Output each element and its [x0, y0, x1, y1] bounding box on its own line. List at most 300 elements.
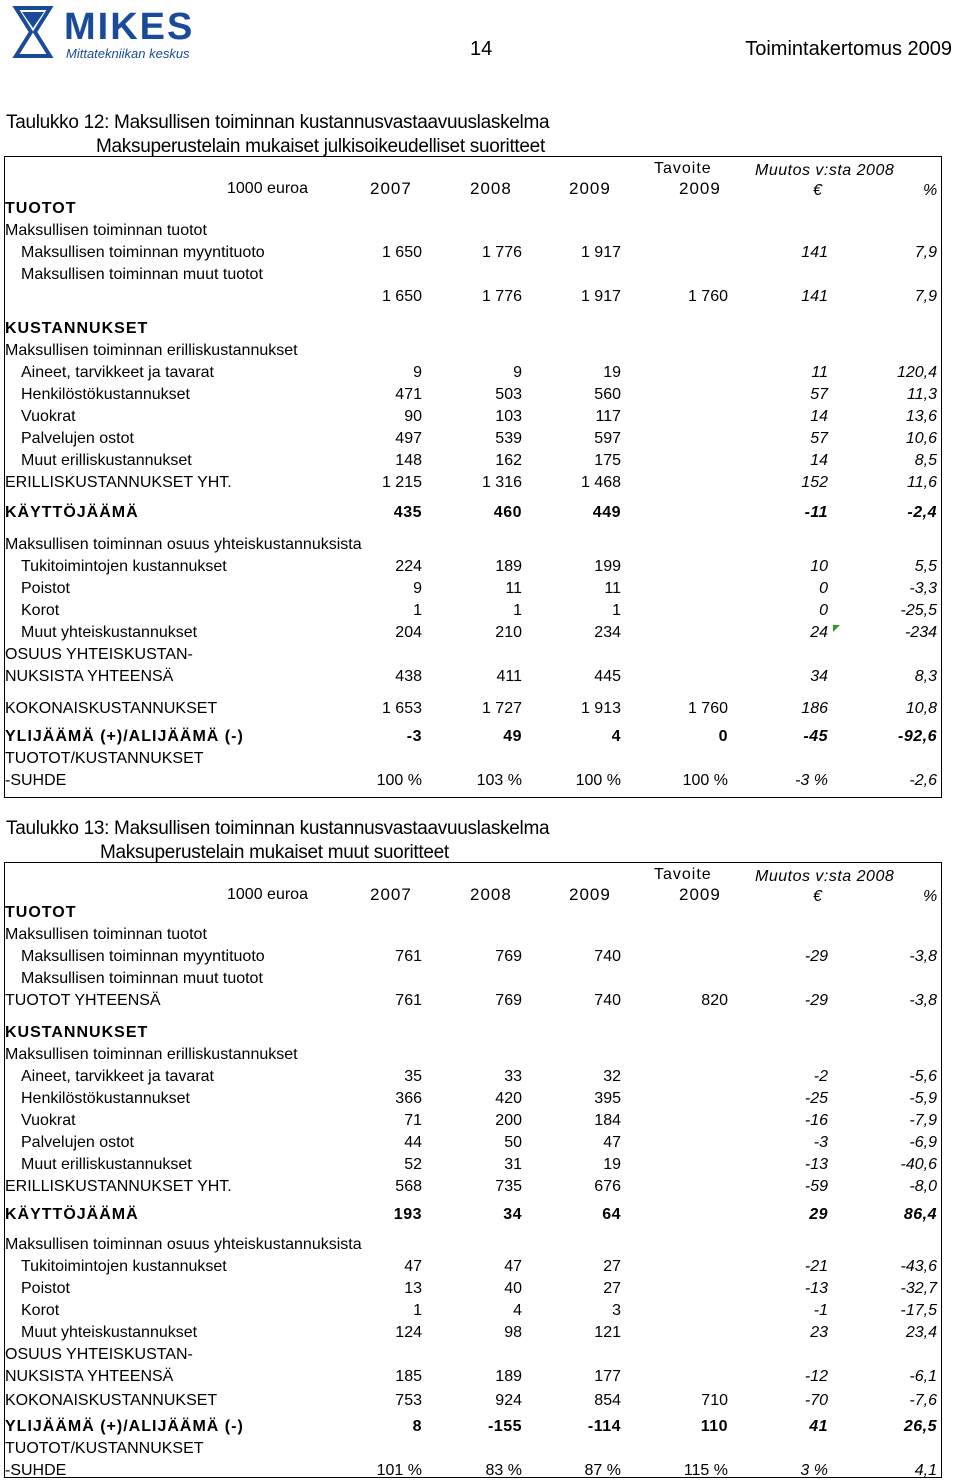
cell-target-2009: 115 %	[683, 1462, 728, 1479]
row-label: Korot	[21, 602, 60, 619]
row-label: Muut erilliskustannukset	[21, 452, 192, 469]
cell-2007: 761	[395, 992, 422, 1009]
cell-2007: 8	[412, 1418, 422, 1435]
table-row	[5, 947, 941, 967]
cell-change-pct: 11,6	[907, 474, 937, 491]
table-row	[5, 1345, 941, 1365]
table-row	[5, 727, 941, 747]
row-label: Maksullisen toiminnan tuotot	[5, 926, 207, 943]
cell-change-eur: -1	[813, 1302, 828, 1319]
cell-2008: 1 776	[481, 288, 522, 305]
table-row	[5, 429, 941, 449]
logo-tagline: Mittatekniikan keskus	[66, 46, 190, 61]
cell-2007: 1 215	[381, 474, 422, 491]
cell-2009: 740	[594, 948, 621, 965]
cell-2009: 3	[612, 1302, 621, 1319]
cell-change-pct: 120,4	[896, 364, 937, 381]
row-label: Tukitoimintojen kustannukset	[21, 1258, 227, 1275]
table12-header-eur: €	[813, 182, 822, 199]
cell-2008: 1 316	[481, 474, 522, 491]
cell-2008: 83 %	[485, 1462, 522, 1479]
cell-2007: 101 %	[376, 1462, 422, 1479]
cell-change-eur: -70	[804, 1392, 828, 1409]
cell-2007: -3	[406, 728, 422, 745]
comment-marker-icon	[833, 625, 840, 632]
cell-2008: 40	[504, 1280, 522, 1297]
cell-2008: 4	[513, 1302, 522, 1319]
cell-change-eur: 141	[801, 288, 828, 305]
cell-target-2009: 1 760	[687, 700, 728, 717]
cell-2009: 47	[603, 1134, 621, 1151]
table-row	[5, 265, 941, 285]
cell-2007: 148	[395, 452, 422, 469]
cell-change-eur: 57	[810, 430, 828, 447]
row-label: Maksullisen toiminnan myyntituoto	[21, 948, 265, 965]
cell-change-eur: -16	[804, 1112, 828, 1129]
cell-2008: 31	[504, 1156, 522, 1173]
row-label: TUOTOT	[5, 904, 77, 921]
cell-2008: 210	[495, 624, 522, 641]
mikes-logo	[8, 4, 218, 64]
cell-change-pct: -43,6	[900, 1258, 937, 1275]
cell-target-2009: 0	[718, 728, 728, 745]
table-row	[5, 771, 941, 791]
cell-change-eur: 41	[809, 1418, 828, 1435]
cell-2007: 753	[395, 1392, 422, 1409]
cell-2009: -114	[587, 1418, 621, 1435]
table12	[4, 156, 942, 798]
table12-header-2009: 2009	[569, 179, 611, 198]
row-label: Maksullisen toiminnan myyntituoto	[21, 244, 265, 261]
cell-2009: 19	[603, 364, 621, 381]
cell-change-eur: 141	[801, 244, 828, 261]
table-row	[5, 699, 941, 719]
cell-2008: 34	[503, 1206, 522, 1223]
cell-change-pct: 5,5	[914, 558, 937, 575]
row-label: Muut yhteiskustannukset	[21, 1324, 198, 1341]
row-label: ERILLISKUSTANNUKSET YHT.	[5, 474, 232, 491]
cell-2007: 204	[395, 624, 422, 641]
cell-2007: 471	[395, 386, 422, 403]
table-row	[5, 407, 941, 427]
table-row	[5, 535, 941, 555]
cell-2007: 366	[395, 1090, 422, 1107]
cell-change-pct: 8,5	[914, 452, 937, 469]
table12-title: Taulukko 12: Maksullisen toiminnan kustannusvastaavuuslaskelma	[6, 112, 550, 133]
cell-change-eur: -3	[813, 1134, 828, 1151]
cell-change-eur: 186	[801, 700, 828, 717]
table12-header-pct: %	[923, 182, 938, 199]
cell-change-eur: 0	[819, 580, 828, 597]
table-row	[5, 1089, 941, 1109]
cell-2009: 676	[594, 1178, 621, 1195]
cell-2008: 103	[495, 408, 522, 425]
cell-2007: 1	[413, 1302, 422, 1319]
cell-2008: 47	[504, 1258, 522, 1275]
cell-change-eur: -25	[804, 1090, 828, 1107]
row-label: Palvelujen ostot	[21, 430, 134, 447]
cell-change-eur: 10	[810, 558, 828, 575]
cell-2008: 9	[513, 364, 522, 381]
table-row	[5, 287, 941, 307]
cell-2008: 33	[504, 1068, 522, 1085]
cell-2009: 100 %	[575, 772, 621, 789]
cell-2009: 11	[604, 580, 621, 597]
cell-2009: 199	[594, 558, 621, 575]
row-label: Muut erilliskustannukset	[21, 1156, 192, 1173]
row-label: Palvelujen ostot	[21, 1134, 134, 1151]
cell-change-eur: 29	[809, 1206, 828, 1223]
table-row	[5, 1045, 941, 1065]
row-label: Poistot	[21, 1280, 70, 1297]
table-row	[5, 1257, 941, 1277]
table-row	[5, 925, 941, 945]
table-row	[5, 199, 941, 219]
row-label: Maksullisen toiminnan muut tuotot	[21, 970, 263, 987]
table13-header-2008: 2008	[470, 885, 512, 904]
cell-change-pct: -5,9	[909, 1090, 937, 1107]
cell-2008: 1 727	[481, 700, 522, 717]
cell-change-pct: -3,3	[909, 580, 937, 597]
cell-2008: 735	[495, 1178, 522, 1195]
cell-change-pct: -7,6	[909, 1392, 937, 1409]
cell-2007: 568	[395, 1178, 422, 1195]
logo-wordmark: MIKES	[64, 6, 195, 48]
cell-2007: 90	[404, 408, 422, 425]
cell-2007: 44	[404, 1134, 422, 1151]
cell-change-pct: -32,7	[900, 1280, 937, 1297]
cell-2007: 52	[404, 1156, 422, 1173]
table-row	[5, 1205, 941, 1225]
cell-2009: 27	[603, 1280, 621, 1297]
row-label: Maksullisen toiminnan osuus yhteiskustannuksista	[5, 536, 362, 553]
cell-2009: 1 917	[580, 288, 621, 305]
table13-header-2007: 2007	[370, 885, 412, 904]
row-label: Vuokrat	[21, 1112, 76, 1129]
table12-header-target-2009: 2009	[679, 179, 721, 198]
table-row	[5, 1067, 941, 1087]
table-row	[5, 1279, 941, 1299]
cell-change-pct: 86,4	[903, 1206, 937, 1223]
table13-header-pct: %	[923, 888, 938, 905]
table-row	[5, 473, 941, 493]
row-label: KOKONAISKUSTANNUKSET	[5, 1392, 218, 1409]
cell-2008: 420	[495, 1090, 522, 1107]
cell-2007: 9	[413, 364, 422, 381]
table-row	[5, 1417, 941, 1437]
table-row	[5, 557, 941, 577]
cell-change-pct: -2,4	[907, 504, 937, 521]
cell-change-pct: -3,8	[909, 992, 937, 1009]
cell-change-pct: 10,6	[905, 430, 937, 447]
cell-change-eur: -13	[804, 1156, 828, 1173]
cell-2009: 64	[602, 1206, 621, 1223]
cell-2009: 854	[594, 1392, 621, 1409]
page-header	[0, 0, 960, 80]
cell-change-pct: -234	[904, 624, 937, 641]
row-label: Henkilöstökustannukset	[21, 386, 190, 403]
cell-2007: 100 %	[376, 772, 422, 789]
cell-change-eur: 14	[810, 408, 828, 425]
row-label: KÄYTTÖJÄÄMÄ	[5, 1206, 139, 1223]
row-label: YLIJÄÄMÄ (+)/ALIJÄÄMÄ (-)	[5, 1418, 244, 1435]
cell-2007: 71	[404, 1112, 422, 1129]
cell-2007: 497	[395, 430, 422, 447]
table-row	[5, 1111, 941, 1131]
table13-header-target-2009: 2009	[679, 885, 721, 904]
cell-change-eur: -21	[804, 1258, 828, 1275]
cell-change-eur: -59	[804, 1178, 828, 1195]
cell-2007: 224	[395, 558, 422, 575]
table12-header-2007: 2007	[370, 179, 412, 198]
table12-header-2008: 2008	[470, 179, 512, 198]
row-label: -SUHDE	[5, 772, 67, 789]
cell-2009: 87 %	[584, 1462, 621, 1479]
cell-2008: 924	[495, 1392, 522, 1409]
cell-change-pct: 7,9	[914, 288, 937, 305]
table-row	[5, 1323, 941, 1343]
table-row	[5, 969, 941, 989]
table13-header-unit: 1000 euroa	[227, 886, 308, 903]
cell-change-eur: -2	[813, 1068, 828, 1085]
row-label: Tukitoimintojen kustannukset	[21, 558, 227, 575]
table-row	[5, 1133, 941, 1153]
cell-change-eur: 34	[810, 668, 828, 685]
page-number: 14	[470, 38, 493, 60]
cell-change-eur: -11	[804, 504, 828, 521]
cell-2009: 449	[592, 504, 621, 521]
table12-subtitle: Maksuperustelain mukaiset julkisoikeudelliset suoritteet	[96, 136, 545, 157]
cell-target-2009: 1 760	[687, 288, 728, 305]
row-label: KUSTANNUKSET	[5, 1024, 149, 1041]
document-title: Toimintakertomus 2009	[745, 38, 952, 60]
table13-header-muutos: Muutos v:sta 2008	[755, 868, 895, 885]
cell-target-2009: 110	[700, 1418, 728, 1435]
row-label: -SUHDE	[5, 1462, 67, 1479]
cell-change-pct: -6,1	[909, 1368, 937, 1385]
table-row	[5, 385, 941, 405]
cell-2007: 185	[395, 1368, 422, 1385]
row-label: Maksullisen toiminnan osuus yhteiskustannuksista	[5, 1236, 362, 1253]
cell-change-pct: 8,3	[914, 668, 937, 685]
row-label: Maksullisen toiminnan tuotot	[5, 222, 207, 239]
cell-change-eur: 3 %	[800, 1462, 828, 1479]
cell-target-2009: 820	[701, 992, 728, 1009]
cell-2008: 503	[495, 386, 522, 403]
cell-2009: 117	[595, 408, 621, 425]
cell-change-pct: 13,6	[905, 408, 937, 425]
row-label: OSUUS YHTEISKUSTAN-	[5, 646, 193, 663]
table-row	[5, 645, 941, 665]
table-row	[5, 363, 941, 383]
cell-change-pct: -17,5	[900, 1302, 937, 1319]
cell-2009: 27	[603, 1258, 621, 1275]
row-label: Aineet, tarvikkeet ja tavarat	[21, 364, 214, 381]
row-label: NUKSISTA YHTEENSÄ	[5, 668, 174, 685]
cell-change-pct: -7,9	[909, 1112, 937, 1129]
cell-2009: 560	[594, 386, 621, 403]
cell-2008: 162	[495, 452, 522, 469]
table13-title: Taulukko 13: Maksullisen toiminnan kustannusvastaavuuslaskelma	[6, 818, 550, 839]
cell-change-pct: -6,9	[909, 1134, 937, 1151]
table-row	[5, 623, 941, 643]
row-label: YLIJÄÄMÄ (+)/ALIJÄÄMÄ (-)	[5, 728, 244, 745]
row-label: Maksullisen toiminnan erilliskustannukset	[5, 342, 298, 359]
cell-change-eur: -12	[804, 1368, 828, 1385]
table-row	[5, 1367, 941, 1387]
table-row	[5, 749, 941, 769]
cell-change-pct: 10,8	[905, 700, 937, 717]
table-row	[5, 1023, 941, 1043]
table12-header-unit: 1000 euroa	[227, 180, 308, 197]
cell-change-eur: -45	[803, 728, 828, 745]
cell-change-pct: -2,6	[909, 772, 937, 789]
table-row	[5, 667, 941, 687]
cell-2008: 189	[495, 558, 522, 575]
cell-change-pct: 23,4	[905, 1324, 937, 1341]
table-row	[5, 903, 941, 923]
cell-2008: 769	[495, 992, 522, 1009]
cell-2009: 121	[594, 1324, 621, 1341]
cell-change-pct: 7,9	[914, 244, 937, 261]
table-row	[5, 601, 941, 621]
cell-2009: 1 917	[580, 244, 621, 261]
row-label: Poistot	[21, 580, 70, 597]
cell-change-pct: -40,6	[900, 1156, 937, 1173]
cell-2007: 47	[404, 1258, 422, 1275]
table-row	[5, 451, 941, 471]
cell-target-2009: 710	[701, 1392, 728, 1409]
cell-2007: 13	[404, 1280, 422, 1297]
cell-change-eur: -29	[804, 948, 828, 965]
row-label: KUSTANNUKSET	[5, 320, 149, 337]
cell-change-pct: 4,1	[914, 1462, 937, 1479]
row-label: KOKONAISKUSTANNUKSET	[5, 700, 218, 717]
cell-target-2009: 100 %	[682, 772, 728, 789]
cell-2008: 539	[495, 430, 522, 447]
row-label: Vuokrat	[21, 408, 76, 425]
cell-2007: 435	[393, 504, 422, 521]
row-label: ERILLISKUSTANNUKSET YHT.	[5, 1178, 232, 1195]
cell-change-pct: -25,5	[900, 602, 937, 619]
cell-change-eur: 0	[819, 602, 828, 619]
table-row	[5, 1301, 941, 1321]
cell-change-eur: 24	[810, 624, 828, 641]
cell-2009: 1 468	[580, 474, 621, 491]
row-label: TUOTOT	[5, 200, 77, 217]
row-label: Korot	[21, 1302, 60, 1319]
cell-2008: 1 776	[481, 244, 522, 261]
cell-change-eur: -13	[804, 1280, 828, 1297]
table-row	[5, 1439, 941, 1459]
row-label: NUKSISTA YHTEENSÄ	[5, 1368, 174, 1385]
row-label: TUOTOT YHTEENSÄ	[5, 992, 161, 1009]
table13-subtitle: Maksuperustelain mukaiset muut suoritteet	[100, 842, 449, 863]
cell-2007: 193	[393, 1206, 422, 1223]
table13-header-eur: €	[813, 888, 822, 905]
cell-change-eur: 23	[810, 1324, 828, 1341]
cell-2007: 35	[404, 1068, 422, 1085]
table-row	[5, 1155, 941, 1175]
table-row	[5, 221, 941, 241]
cell-2009: 445	[594, 668, 621, 685]
cell-change-pct: 26,5	[903, 1418, 937, 1435]
table-row	[5, 1177, 941, 1197]
cell-change-eur: 14	[810, 452, 828, 469]
table13	[4, 862, 942, 1478]
cell-2008: 200	[495, 1112, 522, 1129]
cell-2008: 103 %	[476, 772, 522, 789]
cell-change-pct: -92,6	[898, 728, 937, 745]
table-row	[5, 243, 941, 263]
table12-header-tavoite: Tavoite	[654, 160, 712, 177]
cell-2009: 1 913	[580, 700, 621, 717]
cell-2009: 234	[594, 624, 621, 641]
table-row	[5, 503, 941, 523]
cell-2009: 740	[594, 992, 621, 1009]
cell-2007: 9	[413, 580, 422, 597]
cell-2009: 32	[603, 1068, 621, 1085]
cell-change-eur: -29	[804, 992, 828, 1009]
cell-2009: 597	[594, 430, 621, 447]
cell-2008: 11	[505, 580, 522, 597]
row-label: Aineet, tarvikkeet ja tavarat	[21, 1068, 214, 1085]
cell-2008: 1	[513, 602, 522, 619]
row-label: OSUUS YHTEISKUSTAN-	[5, 1346, 193, 1363]
cell-2008: 769	[495, 948, 522, 965]
cell-change-eur: 57	[810, 386, 828, 403]
cell-2009: 177	[594, 1368, 621, 1385]
cell-2009: 19	[603, 1156, 621, 1173]
cell-change-pct: 11,3	[907, 386, 937, 403]
cell-2009: 1	[612, 602, 621, 619]
cell-2009: 175	[594, 452, 621, 469]
cell-2008: 50	[504, 1134, 522, 1151]
cell-2008: 189	[495, 1368, 522, 1385]
row-label: Maksullisen toiminnan muut tuotot	[21, 266, 263, 283]
cell-change-pct: -8,0	[909, 1178, 937, 1195]
cell-2007: 761	[395, 948, 422, 965]
cell-2007: 1 650	[381, 288, 422, 305]
table12-header-muutos: Muutos v:sta 2008	[755, 162, 895, 179]
row-label: TUOTOT/KUSTANNUKSET	[5, 750, 204, 767]
cell-2008: 411	[496, 668, 522, 685]
cell-change-pct: -5,6	[909, 1068, 937, 1085]
table-row	[5, 319, 941, 339]
cell-2007: 1 653	[381, 700, 422, 717]
cell-2009: 184	[594, 1112, 621, 1129]
table-row	[5, 991, 941, 1011]
cell-2007: 124	[395, 1324, 422, 1341]
row-label: Henkilöstökustannukset	[21, 1090, 190, 1107]
table-row	[5, 341, 941, 361]
cell-change-pct: -3,8	[909, 948, 937, 965]
row-label: Muut yhteiskustannukset	[21, 624, 198, 641]
cell-2009: 4	[611, 728, 621, 745]
row-label: KÄYTTÖJÄÄMÄ	[5, 504, 139, 521]
hourglass-icon	[8, 4, 58, 60]
table-row	[5, 1391, 941, 1411]
cell-2007: 1 650	[381, 244, 422, 261]
cell-2008: -155	[487, 1418, 522, 1435]
cell-change-eur: 11	[811, 364, 828, 381]
cell-2007: 1	[413, 602, 422, 619]
table-row	[5, 1461, 941, 1481]
row-label: Maksullisen toiminnan erilliskustannukset	[5, 1046, 298, 1063]
table13-header-tavoite: Tavoite	[654, 866, 712, 883]
cell-change-eur: 152	[801, 474, 828, 491]
row-label: TUOTOT/KUSTANNUKSET	[5, 1440, 204, 1457]
